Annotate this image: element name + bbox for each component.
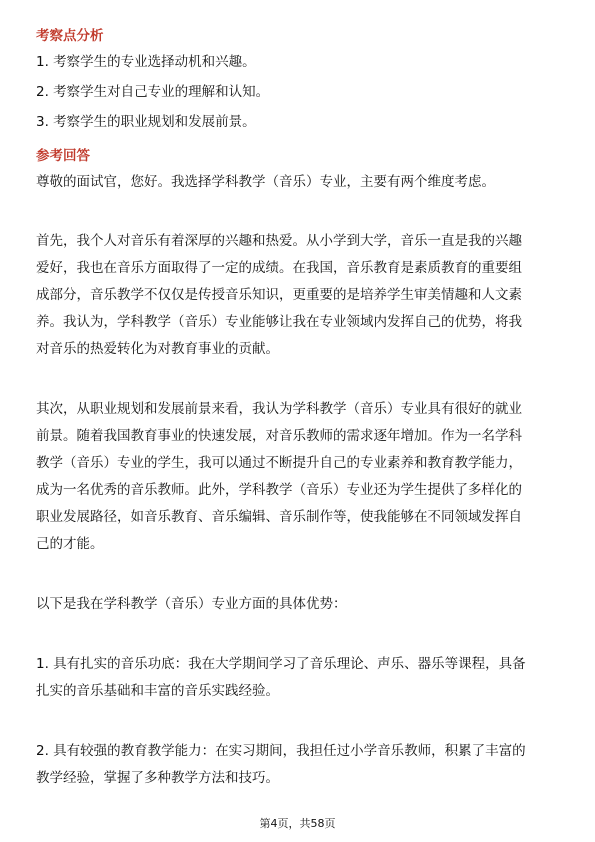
strength-item-line: 教学经验，掌握了多种教学方法和技巧。 [36, 770, 279, 786]
paragraph-line: 爱好，我也在音乐方面取得了一定的成绩。在我国，音乐教育是素质教育的重要组 [36, 260, 522, 276]
paragraph-line: 职业发展路径，如音乐教育、音乐编辑、音乐制作等，使我能够在不同领域发挥自 [36, 509, 522, 525]
page-number: 第4页，共58页 [259, 817, 336, 830]
paragraph-line: 首先，我个人对音乐有着深厚的兴趣和热爱。从小学到大学，音乐一直是我的兴趣 [36, 233, 522, 249]
paragraph-line: 成为一名优秀的音乐教师。此外，学科教学（音乐）专业还为学生提供了多样化的 [36, 482, 522, 498]
analysis-item: 1. 考察学生的专业选择动机和兴趣。 [36, 54, 256, 70]
strengths-intro: 以下是我在学科教学（音乐）专业方面的具体优势： [36, 596, 347, 612]
paragraph-line: 教学（音乐）专业的学生，我可以通过不断提升自己的专业素养和教育教学能力， [36, 455, 522, 471]
strength-item-line: 扎实的音乐基础和丰富的音乐实践经验。 [36, 683, 279, 699]
paragraph-line: 养。我认为，学科教学（音乐）专业能够让我在专业领域内发挥自己的优势，将我 [36, 314, 522, 330]
paragraph-line: 己的才能。 [36, 536, 104, 552]
greeting-line: 尊敬的面试官，您好。我选择学科教学（音乐）专业，主要有两个维度考虑。 [36, 174, 495, 190]
answer-heading: 参考回答 [36, 148, 90, 164]
strength-item-line: 2. 具有较强的教育教学能力：在实习期间，我担任过小学音乐教师，积累了丰富的 [36, 743, 526, 759]
strength-item-line: 1. 具有扎实的音乐功底：我在大学期间学习了音乐理论、声乐、器乐等课程，具备 [36, 656, 526, 672]
analysis-heading: 考察点分析 [36, 28, 104, 44]
analysis-item: 3. 考察学生的职业规划和发展前景。 [36, 114, 256, 130]
paragraph-line: 成部分，音乐教学不仅仅是传授音乐知识，更重要的是培养学生审美情趣和人文素 [36, 287, 522, 303]
paragraph-line: 对音乐的热爱转化为对教育事业的贡献。 [36, 341, 279, 357]
analysis-item: 2. 考察学生对自己专业的理解和认知。 [36, 84, 270, 100]
paragraph-line: 前景。随着我国教育事业的快速发展，对音乐教师的需求逐年增加。作为一名学科 [36, 428, 522, 444]
paragraph-line: 其次，从职业规划和发展前景来看，我认为学科教学（音乐）专业具有很好的就业 [36, 401, 522, 417]
